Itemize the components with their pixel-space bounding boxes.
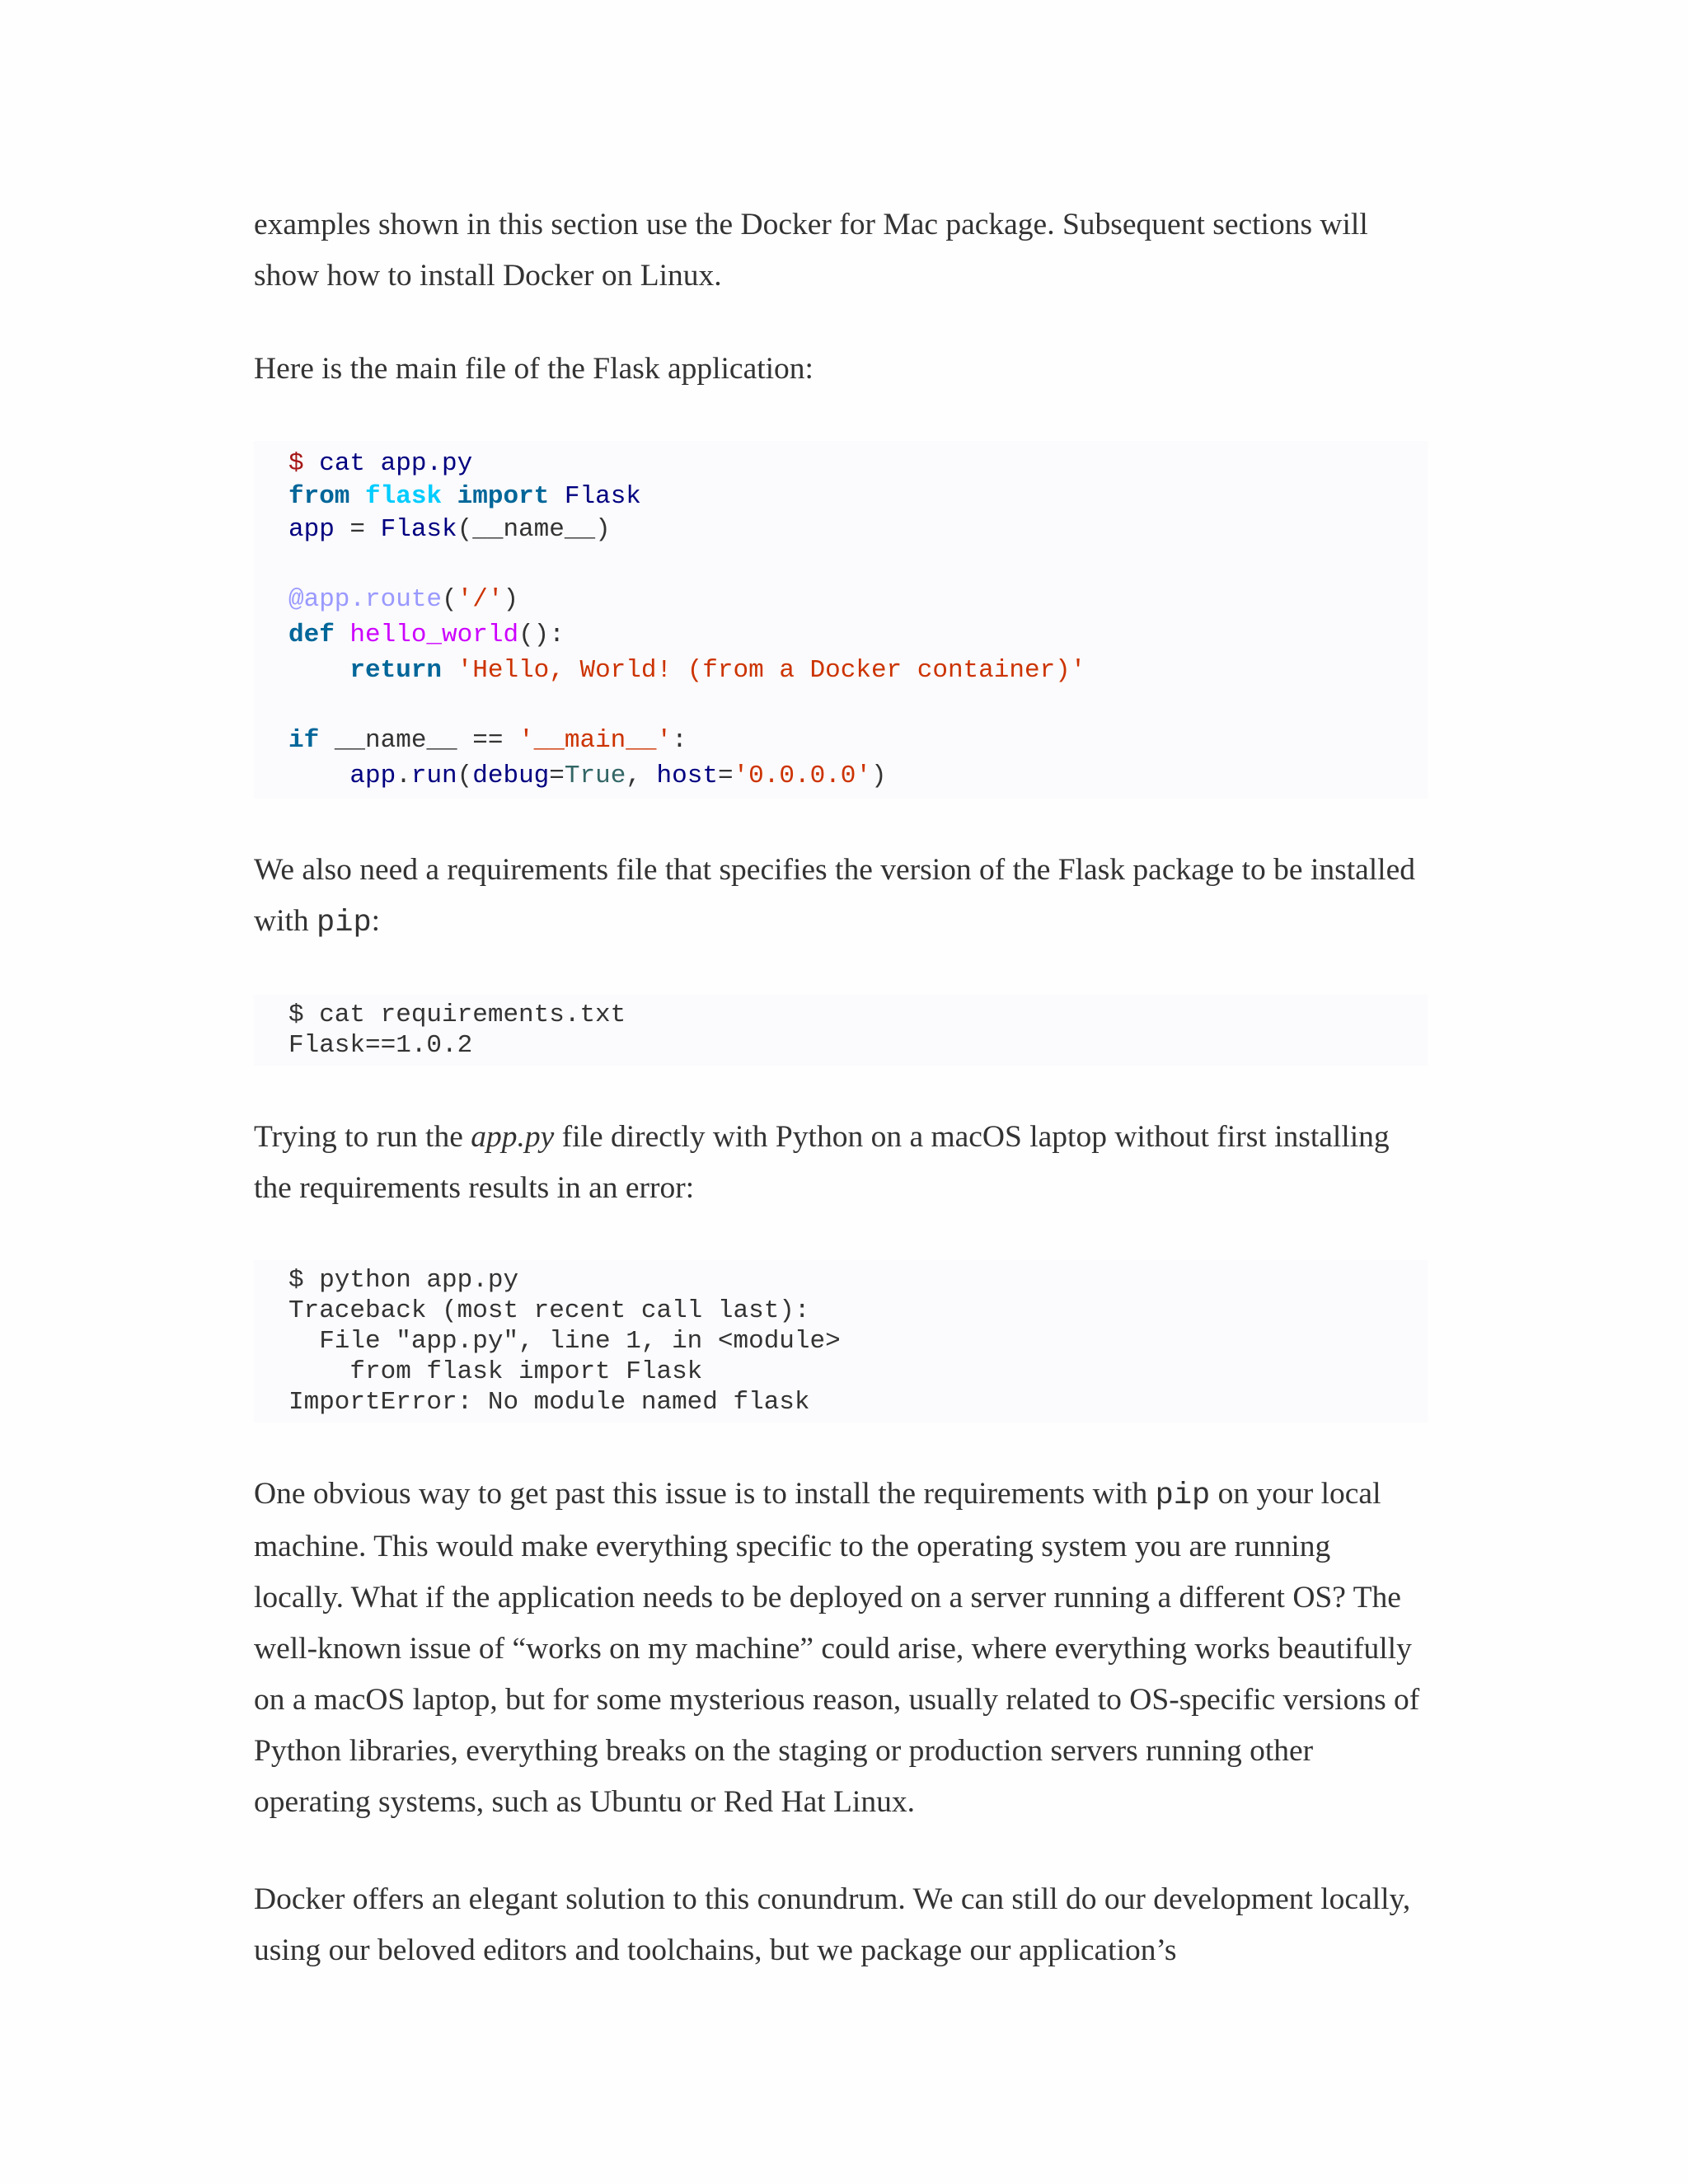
spacer <box>254 395 1428 441</box>
spacer <box>254 1066 1428 1112</box>
shell-prompt: $ <box>288 449 320 478</box>
code-blank-line <box>288 547 1393 582</box>
code-line: from flask import Flask <box>288 1357 703 1386</box>
function-name: hello_world <box>349 621 519 649</box>
keyword: import <box>457 482 550 511</box>
string-literal: 'Hello, World! (from a Docker container)' <box>457 656 1086 685</box>
punctuation: , <box>626 762 657 790</box>
string-literal: '/' <box>457 585 504 614</box>
keyword: from <box>288 482 350 511</box>
spacer <box>254 1828 1428 1874</box>
identifier: app <box>288 515 335 544</box>
inline-code-pip: pip <box>1155 1479 1211 1513</box>
code-block-traceback <box>254 1260 1428 1422</box>
keyword: return <box>349 656 443 685</box>
indent <box>288 762 349 790</box>
spacer <box>254 1422 1428 1469</box>
string-literal: '__main__' <box>518 726 673 755</box>
operator: = <box>717 762 734 790</box>
code-block-requirements <box>254 995 1428 1066</box>
keyword: if <box>288 726 320 755</box>
text-run: Trying to run the <box>254 1120 471 1154</box>
code-line: $ cat requirements.txt <box>288 1001 626 1029</box>
paragraph-docker-solution: Docker offers an elegant solution to this conundrum. We can still do our development locally, using our beloved editors and toolchains, but we package our application’s <box>254 1882 1411 1967</box>
inline-code-pip: pip <box>316 906 372 940</box>
text-run: One obvious way to get past this issue is to install the requirements with <box>254 1477 1156 1511</box>
code-line: Flask==1.0.2 <box>288 1031 473 1060</box>
code-line <box>288 446 1393 481</box>
identifier: debug <box>472 762 550 790</box>
text-run: file directly with Python on a macOS laptop without first installing the requirements results in an error: <box>254 1120 1390 1205</box>
punctuation: ) <box>871 762 887 790</box>
paragraph-works-on-my-machine <box>254 1469 1428 1828</box>
identifier: Flask <box>380 515 457 544</box>
document-page <box>254 199 1428 1976</box>
string-literal: '0.0.0.0' <box>733 762 871 790</box>
text-run: : <box>371 904 381 938</box>
code-blank-line <box>288 688 1393 723</box>
spacer <box>254 949 1428 995</box>
builtin-value: True <box>564 762 626 790</box>
decorator: @app.route <box>288 585 443 614</box>
keyword: def <box>288 621 335 649</box>
code-line <box>288 582 1393 617</box>
spacer <box>254 1214 1428 1260</box>
identifier: Flask <box>564 482 641 511</box>
operator: = <box>549 762 565 790</box>
punctuation: (): <box>518 621 565 649</box>
punctuation: : <box>672 726 687 755</box>
code-line: Traceback (most recent call last): <box>288 1296 810 1325</box>
punctuation: ( <box>457 762 473 790</box>
code-line <box>288 758 1393 794</box>
paragraph-run-app-directly <box>254 1112 1428 1214</box>
identifier: app <box>349 762 396 790</box>
paragraph-flask-main-file: Here is the main file of the Flask application: <box>254 352 814 386</box>
punctuation: ( <box>442 585 457 614</box>
indent <box>288 656 349 685</box>
code-line: $ python app.py <box>288 1266 519 1295</box>
code-block-app-py <box>254 441 1428 799</box>
emphasis-app-py: app.py <box>471 1120 555 1154</box>
paragraph-docker-for-mac: examples shown in this section use the Docker for Mac package. Subsequent sections will show how to install Docker on Linux. <box>254 208 1368 293</box>
identifier: host <box>656 762 718 790</box>
code-line <box>288 653 1393 688</box>
code-line <box>288 481 1393 512</box>
text-run: on your local machine. This would make everything specific to the operating system you are running locally. What if the application needs to be deployed on a server running a different OS? The well-known issue of “works on my machine” could arise, where everything works beautifully on a macOS laptop, but for some mysterious reason, usually related to OS-specific versions of Python libraries, everything breaks on the staging or production servers running other operating systems, such as Ubuntu or Red Hat Linux. <box>254 1477 1420 1819</box>
punctuation: . <box>396 762 411 790</box>
code-line: File "app.py", line 1, in <module> <box>288 1327 841 1356</box>
identifier: run <box>410 762 457 790</box>
operator: = <box>334 515 381 544</box>
code-line: ImportError: No module named flask <box>288 1388 810 1417</box>
code-line <box>288 617 1393 653</box>
code-line <box>288 512 1393 547</box>
punctuation: (__name__) <box>457 515 611 544</box>
text-run: We also need a requirements file that specifies the version of the Flask package to be installed with <box>254 853 1415 938</box>
spacer <box>254 302 1428 344</box>
spacer <box>254 799 1428 845</box>
expression: __name__ == <box>319 726 519 755</box>
module-name: flask <box>365 482 443 511</box>
punctuation: ) <box>503 585 519 614</box>
shell-command: cat app.py <box>319 449 473 478</box>
code-line <box>288 723 1393 758</box>
paragraph-requirements-file <box>254 845 1428 949</box>
